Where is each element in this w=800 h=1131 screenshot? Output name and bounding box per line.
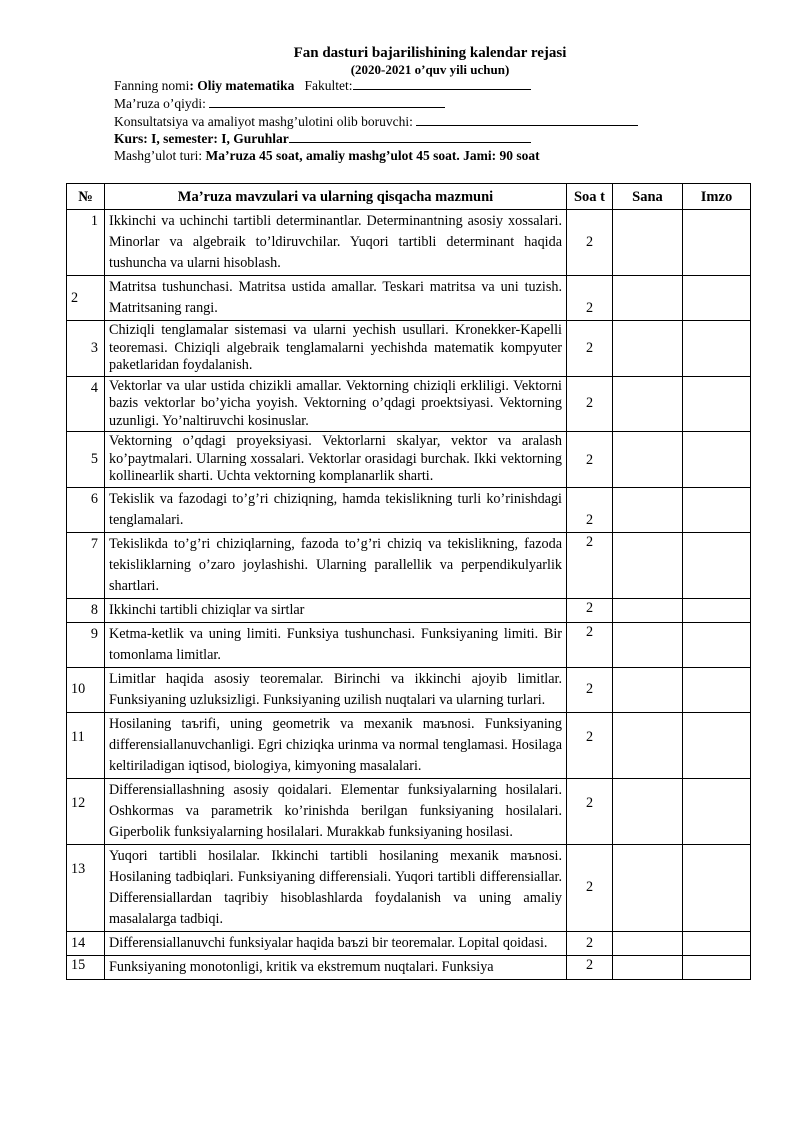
row-signature-cell[interactable] (683, 598, 751, 622)
row-hours: 2 (567, 667, 613, 712)
row-date-cell[interactable] (613, 321, 683, 377)
row-topic: Ikkinchi tartibli chiziqlar va sirtlar (105, 598, 567, 622)
row-number: 2 (67, 276, 105, 321)
row-signature-cell[interactable] (683, 376, 751, 432)
row-date-cell[interactable] (613, 276, 683, 321)
row-topic: Hosilaning taъrifi, uning geometrik va mexanik maъnosi. Funksiyaning differensiallanuvchanligi. Egri chiziqka urinma va normal tenglamasi. Hosilaga keltiriladigan iqtisod, biologiya, kimyoning masalalari. (105, 712, 567, 778)
column-header-topic: Ma’ruza mavzulari va ularning qisqacha mazmuni (105, 184, 567, 210)
consult-row (114, 113, 800, 131)
row-topic: Matritsa tushunchasi. Matritsa ustida amallar. Teskari matritsa va uni tuzish. Matritsaning rangi. (105, 276, 567, 321)
row-topic: Vektorning o’qdagi proyeksiyasi. Vektorlarni skalyar, vektor va aralash ko’paytmalari. Ularning xossalari. Vektorlar orasidagi burchak. Ikki vektorning kollinearlik sharti. Uchta vektorning komplanarlik sharti. (105, 432, 567, 488)
table-row (67, 376, 751, 432)
row-number: 11 (67, 712, 105, 778)
document-header (0, 44, 800, 165)
lecturer-blank-line (209, 95, 445, 108)
row-date-cell[interactable] (613, 598, 683, 622)
row-signature-cell[interactable] (683, 955, 751, 979)
row-date-cell[interactable] (613, 844, 683, 931)
row-topic: Limitlar haqida asosiy teoremalar. Birinchi va ikkinchi ajoyib limitlar. Funksiyaning uzluksizligi. Funksiyaning uzilish nuqtalari va ularning turlari. (105, 667, 567, 712)
row-number: 1 (67, 210, 105, 276)
document-title: Fan dasturi bajarilishining kalendar rejasi (293, 45, 567, 61)
table-row (67, 487, 751, 532)
table-row (67, 532, 751, 598)
lecturer-row (114, 95, 800, 113)
column-header-number: № (67, 184, 105, 210)
row-topic: Yuqori tartibli hosilalar. Ikkinchi tartibli hosilaning mexanik maъnosi. Hosilaning tadbiqlari. Funksiyaning differensiali. Yuqori tartibli differensiallar. Differensiallardan taqribiy hisoblashlarda foydalanish va uning amaliy masalalarga tadbiqi. (105, 844, 567, 931)
row-topic: Differensiallashning asosiy qoidalari. Elementar funksiyalarning hosilalari. Oshkormas va parametrik ko’rinishda berilgan funksiyaning hosilalari. Giperbolik funksiyalarning hosilalari. Murakkab funksiyaning hosilasi. (105, 778, 567, 844)
row-topic: Tekislik va fazodagi to’g’ri chiziqning, hamda tekislikning turli ko’rinishdagi tenglamalari. (105, 487, 567, 532)
lecturer-label: Ma’ruza o’qiydi: (114, 95, 206, 111)
row-date-cell[interactable] (613, 955, 683, 979)
table-row (67, 276, 751, 321)
row-date-cell[interactable] (613, 487, 683, 532)
row-number: 7 (67, 532, 105, 598)
table-header-row (67, 184, 751, 210)
row-signature-cell[interactable] (683, 276, 751, 321)
row-topic: Differensiallanuvchi funksiyalar haqida baъzi bir teoremalar. Lopital qoidasi. (105, 931, 567, 955)
row-signature-cell[interactable] (683, 532, 751, 598)
row-date-cell[interactable] (613, 432, 683, 488)
table-row (67, 778, 751, 844)
table-row (67, 598, 751, 622)
subject-value: : Oliy matematika (189, 78, 295, 93)
row-signature-cell[interactable] (683, 487, 751, 532)
subject-row (114, 77, 800, 95)
consult-blank-line (416, 113, 638, 126)
row-topic: Tekislikda to’g’ri chiziqlarning, fazoda to’g’ri chiziq va tekislikning, fazoda tekisliklarning o’zaro joylashishi. Ularning parallellik va perpendikulyarlik shartlari. (105, 532, 567, 598)
row-number: 6 (67, 487, 105, 532)
row-hours: 2 (567, 210, 613, 276)
row-date-cell[interactable] (613, 712, 683, 778)
row-hours: 2 (567, 276, 613, 321)
row-hours: 2 (567, 778, 613, 844)
table-row (67, 210, 751, 276)
row-signature-cell[interactable] (683, 321, 751, 377)
row-hours: 2 (567, 844, 613, 931)
row-hours: 2 (567, 712, 613, 778)
row-hours: 2 (567, 622, 613, 667)
row-number: 15 (67, 955, 105, 979)
type-row (114, 148, 800, 165)
table-row (67, 712, 751, 778)
row-number: 4 (67, 376, 105, 432)
row-number: 10 (67, 667, 105, 712)
row-date-cell[interactable] (613, 931, 683, 955)
table-row (67, 667, 751, 712)
table-row (67, 622, 751, 667)
column-header-date: Sana (613, 184, 683, 210)
table-row (67, 321, 751, 377)
row-signature-cell[interactable] (683, 622, 751, 667)
row-signature-cell[interactable] (683, 432, 751, 488)
row-hours: 2 (567, 487, 613, 532)
row-signature-cell[interactable] (683, 667, 751, 712)
row-hours: 2 (567, 376, 613, 432)
course-row (114, 130, 800, 148)
column-header-hours: Soa t (567, 184, 613, 210)
type-label: Mashg’ulot turi: (114, 148, 203, 164)
row-hours: 2 (567, 955, 613, 979)
row-hours: 2 (567, 598, 613, 622)
row-number: 5 (67, 432, 105, 488)
table-row (67, 844, 751, 931)
row-hours: 2 (567, 931, 613, 955)
row-date-cell[interactable] (613, 778, 683, 844)
schedule-table (66, 183, 751, 980)
faculty-label: Fakultet: (304, 78, 353, 93)
row-topic: Ketma-ketlik va uning limiti. Funksiya tushunchasi. Funksiyaning limiti. Bir tomonlama limitlar. (105, 622, 567, 667)
row-signature-cell[interactable] (683, 778, 751, 844)
row-hours: 2 (567, 432, 613, 488)
consult-label: Konsultatsiya va amaliyot mashg’ulotini olib boruvchi: (114, 113, 413, 129)
row-date-cell[interactable] (613, 667, 683, 712)
row-date-cell[interactable] (613, 622, 683, 667)
row-date-cell[interactable] (613, 532, 683, 598)
type-value: Ma’ruza 45 soat, amaliy mashg’ulot 45 soat. Jami: 90 soat (205, 148, 540, 164)
row-number: 14 (67, 931, 105, 955)
groups-blank-line (289, 130, 531, 143)
row-signature-cell[interactable] (683, 844, 751, 931)
row-signature-cell[interactable] (683, 210, 751, 276)
row-number: 3 (67, 321, 105, 377)
faculty-blank-line (353, 77, 531, 90)
row-topic: Chiziqli tenglamalar sistemasi va ularni yechish usullari. Kronekker-Kapelli teoremasi. Chiziqli algebraik tenglamalarni yechishda matematik kompyuter paketlaridan foydalanish. (105, 321, 567, 377)
table-row (67, 931, 751, 955)
row-topic: Vektorlar va ular ustida chizikli amallar. Vektorning chiziqli erkliligi. Vektorni bazis vektorlar bo’yicha yoyish. Vektorning o’qdagi proektsiyasi. Vektorning uzunligi. Yo’naltiruvchi kosinuslar. (105, 376, 567, 432)
row-topic: Ikkinchi va uchinchi tartibli determinantlar. Determinantning asosiy xossalari. Minorlar va algebraik to’ldiruvchilar. Yuqori tartibli determinant haqida tushuncha va ularni hisoblash. (105, 210, 567, 276)
row-number: 9 (67, 622, 105, 667)
document-subtitle: (2020-2021 o’quv yili uchun) (350, 62, 510, 77)
column-header-signature: Imzo (683, 184, 751, 210)
row-date-cell[interactable] (613, 376, 683, 432)
row-number: 8 (67, 598, 105, 622)
row-date-cell[interactable] (613, 210, 683, 276)
row-hours: 2 (567, 321, 613, 377)
row-topic: Funksiyaning monotonligi, kritik va ekstremum nuqtalari. Funksiya (105, 955, 567, 979)
course-label: Kurs: I, semester: I, Guruhlar (114, 131, 289, 147)
table-row (67, 432, 751, 488)
row-signature-cell[interactable] (683, 931, 751, 955)
row-number: 12 (67, 778, 105, 844)
row-hours: 2 (567, 532, 613, 598)
subject-label: Fanning nomi (114, 78, 190, 93)
row-signature-cell[interactable] (683, 712, 751, 778)
course-meta (114, 77, 800, 165)
table-row (67, 955, 751, 979)
row-number: 13 (67, 844, 105, 931)
